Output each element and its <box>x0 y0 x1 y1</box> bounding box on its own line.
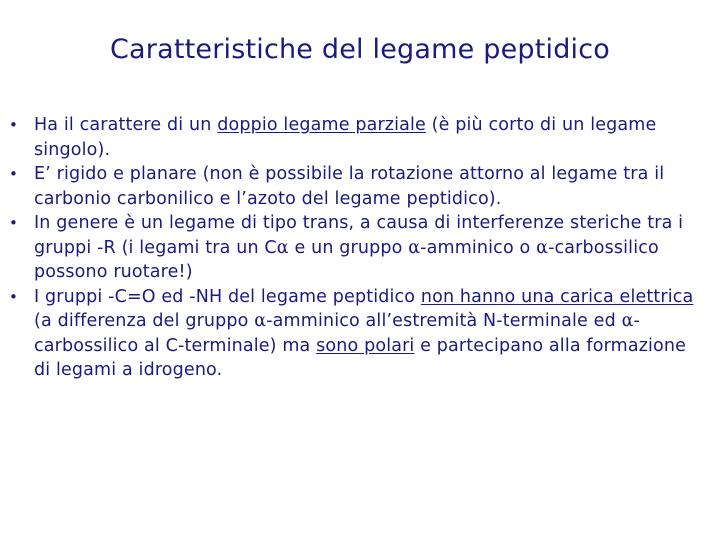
slide-title: Caratteristiche del legame peptidico <box>109 34 611 65</box>
alpha-symbol: α <box>254 311 267 331</box>
bullet-item-partial-double-bond <box>0 113 720 162</box>
bullet-text: (è più corto di un legame singolo). <box>34 115 657 160</box>
bullet-text: -amminico o <box>420 237 537 258</box>
bullet-text: E’ rigido e planare (non è possibile la rotazione attorno al legame tra il carbonio carbonilico e l’azoto del legame peptidico). <box>34 164 665 209</box>
bullet-text: -carbossilico possono ruotare!) <box>34 237 659 282</box>
bullet-item-trans-bond <box>0 211 720 285</box>
alpha-symbol: α <box>408 237 421 258</box>
bullet-marker: • <box>9 116 18 134</box>
bullet-text: Ha il carattere di un <box>34 115 218 135</box>
bullet-list <box>0 113 720 383</box>
underlined-term: non hanno una carica elettrica <box>420 286 694 307</box>
bullet-marker: • <box>9 287 18 306</box>
bullet-marker: • <box>9 214 18 232</box>
underlined-term: doppio legame parziale <box>217 115 426 135</box>
bullet-text: -carbossilico al C-terminale) ma <box>34 311 641 356</box>
alpha-symbol: α <box>621 311 634 331</box>
bullet-text: (a differenza del gruppo <box>34 311 255 331</box>
bullet-text: -amminico all’estremità N-terminale ed <box>266 311 622 331</box>
bullet-item-polar-groups <box>0 285 720 383</box>
bullet-text: In genere è un legame di tipo trans, a causa di interferenze steriche tra i gruppi -R (i legami tra un C <box>34 213 684 258</box>
alpha-symbol: α <box>536 237 549 258</box>
bullet-text: e partecipano alla formazione di legami a idrogeno. <box>34 335 687 380</box>
alpha-symbol: α <box>276 237 289 258</box>
bullet-marker: • <box>9 165 18 183</box>
bullet-text: e un gruppo <box>288 237 409 258</box>
bullet-text: I gruppi -C=O ed -NH del legame peptidico <box>34 286 421 307</box>
underlined-term: sono polari <box>316 335 415 356</box>
bullet-item-rigid-planar <box>0 162 720 211</box>
